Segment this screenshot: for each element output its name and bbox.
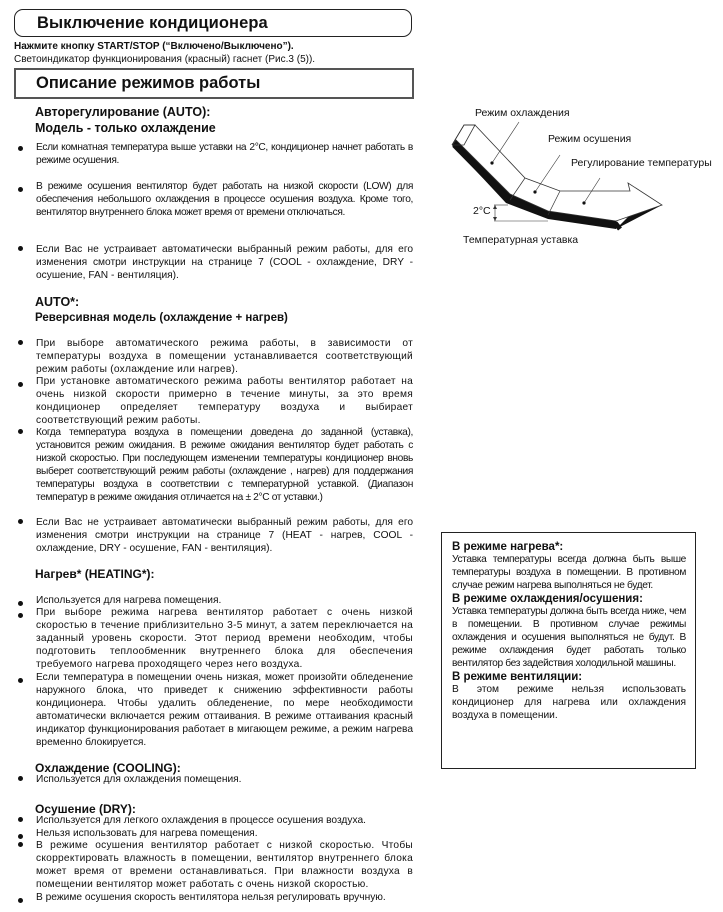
cut-off-previous-text <box>40 0 723 2</box>
modes-section-title: Описание режимов работы <box>36 74 261 92</box>
heating-heading: Нагрев* (HEATING*): <box>35 567 155 581</box>
label-drying-mode: Режим осушения <box>548 133 632 145</box>
label-temperature-regulation: Регулирование температуры <box>571 157 712 169</box>
bullet-icon <box>18 146 23 151</box>
note-cooling-text: Уставка температуры должна быть всегда ниже, чем в помещении. В противном случае режимы охлаждения и осушения выполняться не будут. В режиме охлаждения будет работать только вентилятор без задействия холодильной машины. <box>452 606 686 669</box>
bullet-icon <box>18 834 23 839</box>
bullet-icon <box>18 340 23 345</box>
list-item: Если температура в помещении очень низкая, может произойти обледенение наружного блока, что приведет к снижению эффективности работы кондиционера. Чтобы удалить обледенение, по мере необходимости автоматически включается режим оттаивания. В режиме оттаивания красный индикатор функционирования работает в мигающем режиме, а режим нагрева временно блокируется. <box>18 672 413 749</box>
list-item: При установке автоматического режима работы вентилятор работает на очень низкой скорости примерно в течение минуты, за это время кондиционер определяет температуру воздуха и выбирает соответствующий режим работы. <box>18 376 413 428</box>
auto-reverse-heading-line1: AUTO*: <box>35 295 80 309</box>
off-instruction-text: Светоиндикатор функционирования (красный) гаснет (Рис.3 (5)). <box>14 54 316 65</box>
bullet-icon <box>18 246 23 251</box>
notes-box <box>441 532 696 769</box>
bullet-icon <box>18 842 23 847</box>
note-heating-text: Уставка температуры всегда должна быть выше температуры воздуха в помещении. В противном случае режим нагрева выполняться не будет. <box>452 554 686 591</box>
bullet-icon <box>18 898 23 903</box>
bullet-icon <box>18 519 23 524</box>
auto-cool-heading-line1: Авторегулирование (AUTO): <box>35 105 211 119</box>
note-heating-heading: В режиме нагрева*: <box>452 541 564 553</box>
off-section-title-box <box>14 9 412 37</box>
label-delta-2c: 2°C <box>473 205 491 217</box>
list-item: Нельзя использовать для нагрева помещения. <box>18 828 413 841</box>
list-item: Используется для легкого охлаждения в процессе осушения воздуха. <box>18 815 413 828</box>
list-item: Используется для охлаждения помещения. <box>18 774 413 787</box>
off-instruction-bold: Нажмите кнопку START/STOP (“Включено/Выключено”). <box>14 41 294 52</box>
list-item: Используется для нагрева помещения. <box>18 595 413 608</box>
list-item: При выборе режима нагрева вентилятор работает с очень низкой скоростью в течение приблизительно 3-5 минут, а затем переключается на заданный уровень скорости. Этот период времени необходим, чтобы подготовить теплообменник внутреннего блока для обеспечения требуемого нагрева проходящего через него воздуха. <box>18 607 413 672</box>
list-item: Если Вас не устраивает автоматически выбранный режим работы, для его изменения смотри инструкции на странице 7 (HEAT - нагрев, COOL - охлаждение, DRY - осушение, FAN - вентиляция). <box>18 517 413 556</box>
list-item: Если Вас не устраивает автоматически выбранный режим работы, для его изменения смотри инструкции на странице 7 (COOL - охлаждение, DRY - осушение, FAN - вентиляция). <box>18 244 413 283</box>
label-cooling-mode: Режим охлаждения <box>475 107 570 119</box>
bullet-icon <box>18 429 23 434</box>
mode-arrow-diagram-icon <box>430 95 723 255</box>
auto-reverse-heading-line2: Реверсивная модель (охлаждение + нагрев) <box>35 312 288 324</box>
mode-diagram <box>430 95 723 255</box>
bullet-icon <box>18 601 23 606</box>
bullet-icon <box>18 817 23 822</box>
dry-heading: Осушение (DRY): <box>35 802 136 816</box>
note-cooling-heading: В режиме охлаждения/осушения: <box>452 593 643 606</box>
bullet-icon <box>18 776 23 781</box>
modes-section-title-box <box>14 68 414 99</box>
auto-cool-heading <box>35 104 216 136</box>
note-fan-heading: В режиме вентиляции: <box>452 671 583 684</box>
list-item: В режиме осушения вентилятор будет работать на низкой скорости (LOW) для обеспечения небольшого охлаждения в процессе осушения воздуха. Кроме того, вентилятор внутреннего блока может время от времени отключаться. <box>18 181 413 220</box>
list-item: Когда температура воздуха в помещении доведена до заданной (уставка), установится режим ожидания. В режиме ожидания вентилятор будет работать с низкой скоростью. При последующем изменении температуры кондиционер вновь выберет соответствующий режим работы (охлаждение , нагрев) для поддержания температуры воздуха в соответствии с температурной уставкой. (Диапазон температур в режиме ожидания отличается на ± 2°C от уставки.) <box>18 427 413 504</box>
note-fan-text: В этом режиме нельзя использовать кондиционер для нагрева или охлаждения воздуха в помещении. <box>452 684 686 721</box>
bullet-icon <box>18 382 23 387</box>
auto-reverse-heading <box>35 294 288 326</box>
cooling-heading: Охлаждение (COOLING): <box>35 761 181 775</box>
bullet-icon <box>18 187 23 192</box>
off-section-title: Выключение кондиционера <box>37 14 268 32</box>
list-item: В режиме осушения вентилятор работает с низкой скоростью. Чтобы скорректировать влажность в помещении, вентилятор внутреннего блока может время от времени останавливаться. При влажности воздуха в помещении вентилятор может работать с очень низкой скоростью. <box>18 840 413 892</box>
auto-cool-heading-line2: Модель - только охлаждение <box>35 121 216 135</box>
bullet-icon <box>18 613 23 618</box>
list-item: При выборе автоматического режима работы, в зависимости от температуры воздуха в помещении устанавливается соответствующий режим работы (охлаждение или нагрев). <box>18 338 413 377</box>
label-setpoint: Температурная уставка <box>463 234 579 246</box>
list-item: Если комнатная температура выше уставки на 2°C, кондиционер начнет работать в режиме осушения. <box>18 142 413 168</box>
list-item: В режиме осушения скорость вентилятора нельзя регулировать вручную. <box>18 892 413 905</box>
bullet-icon <box>18 678 23 683</box>
